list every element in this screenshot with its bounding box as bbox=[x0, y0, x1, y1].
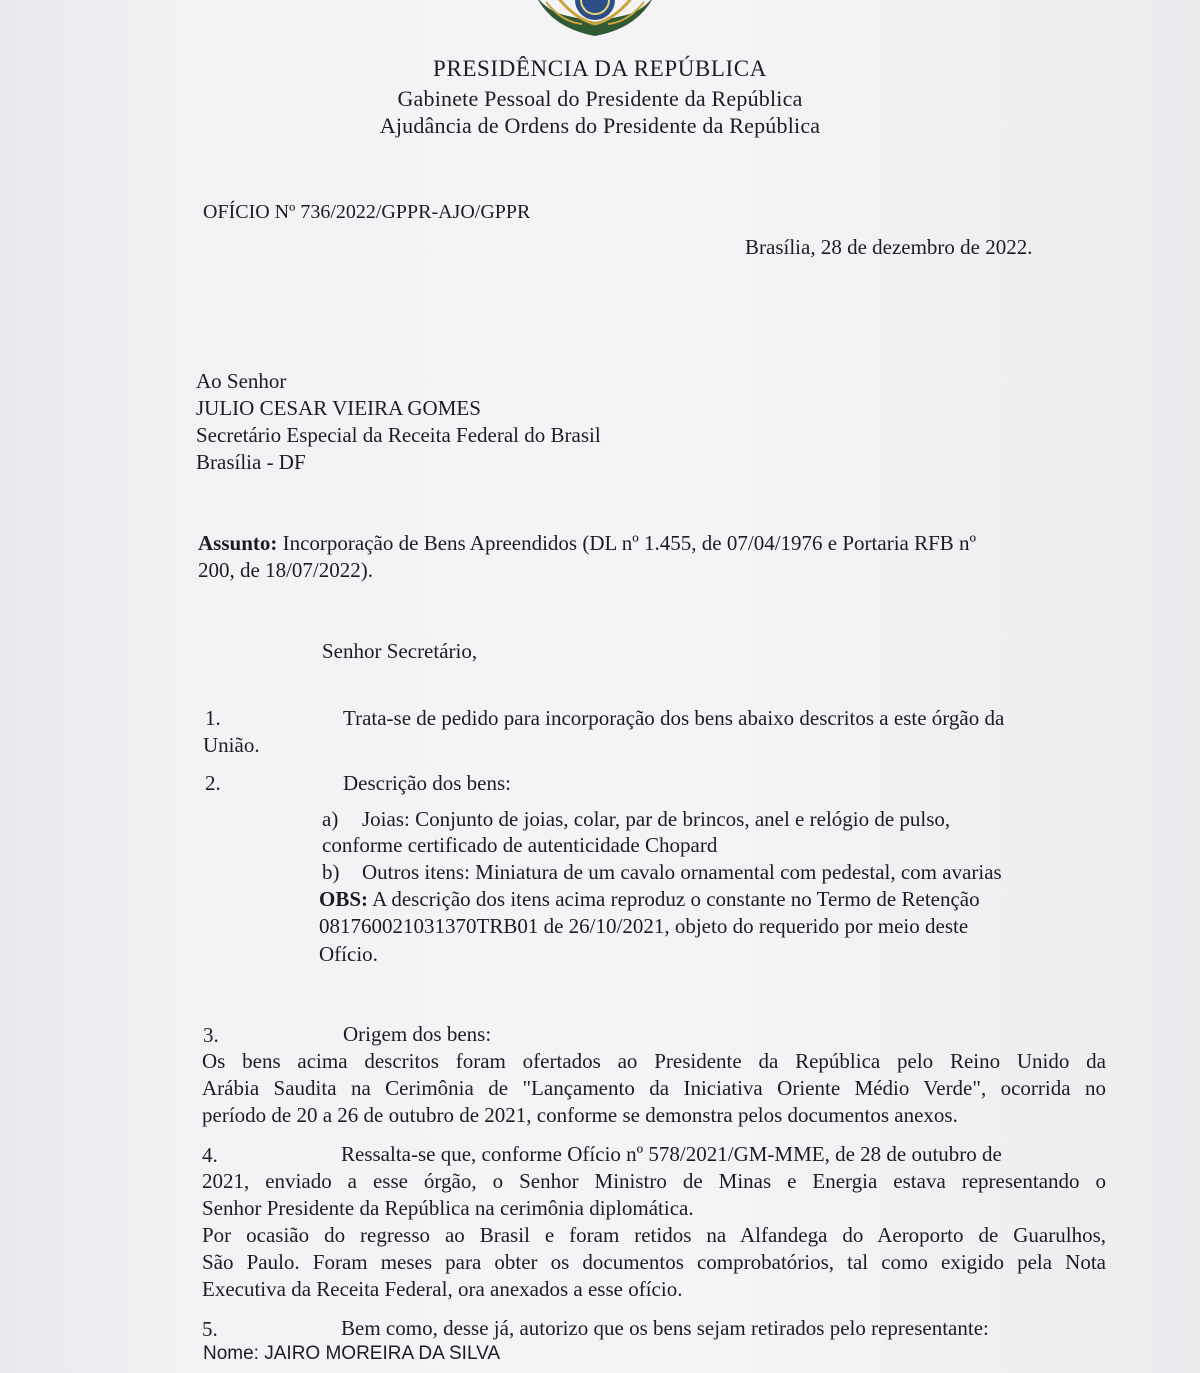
item-1-line-1: Trata-se de pedido para incorporação dos bens abaixo descritos a este órgão da bbox=[343, 706, 1005, 730]
obs-line-1 bbox=[319, 886, 980, 912]
subject-line-1 bbox=[198, 530, 976, 556]
item-4-line-6: Executiva da Receita Federal, ora anexados a esse ofício. bbox=[202, 1277, 683, 1301]
obs-label: OBS: bbox=[319, 887, 369, 911]
representative-name: Nome: JAIRO MOREIRA DA SILVA bbox=[203, 1343, 501, 1364]
oficio-number: OFÍCIO Nº 736/2022/GPPR-AJO/GPPR bbox=[203, 201, 531, 223]
header-cabinet: Gabinete Pessoal do Presidente da República bbox=[397, 86, 803, 111]
item-a-line-2: conforme certificado de autenticidade Chopard bbox=[322, 833, 718, 857]
header-presidency: PRESIDÊNCIA DA REPÚBLICA bbox=[433, 56, 767, 81]
item-5-line-1: Bem como, desse já, autorizo que os bens sejam retirados pelo representante: bbox=[341, 1316, 989, 1340]
obs-text: A descrição dos itens acima reproduz o constante no Termo de Retenção bbox=[368, 887, 980, 911]
item-4-line-4: Por ocasião do regresso ao Brasil e foram retidos na Alfandega do Aeroporto de Guarulhos, bbox=[202, 1223, 1106, 1247]
item-4-line-2: 2021, enviado a esse órgão, o Senhor Ministro de Minas e Energia estava representando o bbox=[202, 1169, 1106, 1193]
item-number-1: 1. bbox=[205, 706, 221, 730]
item-1-line-2: União. bbox=[203, 733, 260, 757]
item-3-title: Origem dos bens: bbox=[343, 1022, 492, 1046]
item-number-5: 5. bbox=[202, 1317, 218, 1341]
item-number-4: 4. bbox=[202, 1143, 218, 1167]
item-3-line-1: Os bens acima descritos foram ofertados ao Presidente da República pelo Reino Unido da bbox=[202, 1049, 1106, 1073]
item-b-label: b) bbox=[322, 860, 340, 884]
item-number-3: 3. bbox=[203, 1023, 219, 1047]
item-a-label: a) bbox=[322, 807, 339, 831]
recipient-role: Secretário Especial da Receita Federal do Brasil bbox=[196, 423, 601, 447]
obs-line-3: Ofício. bbox=[319, 942, 378, 966]
obs-line-2: 081760021031370TRB01 de 26/10/2021, objeto do requerido por meio deste bbox=[319, 914, 969, 938]
recipient-name: JULIO CESAR VIEIRA GOMES bbox=[196, 396, 481, 420]
subject-label: Assunto: bbox=[198, 531, 278, 555]
subject-line-2: 200, de 18/07/2022). bbox=[198, 558, 373, 582]
recipient-city: Brasília - DF bbox=[196, 450, 306, 474]
item-3-line-2: Arábia Saudita na Cerimônia de "Lançamento da Iniciativa Oriente Médio Verde", ocorrida no bbox=[202, 1076, 1106, 1100]
header-office: Ajudância de Ordens do Presidente da República bbox=[379, 113, 821, 138]
recipient-salutation: Ao Senhor bbox=[196, 369, 287, 393]
item-4-line-5: São Paulo. Foram meses para obter os documentos comprobatórios, tal como exigido pela Nota bbox=[202, 1250, 1106, 1274]
item-4-line-1: Ressalta-se que, conforme Ofício nº 578/2021/GM-MME, de 28 de outubro de bbox=[341, 1142, 1002, 1166]
item-number-2: 2. bbox=[205, 771, 221, 795]
oficio-date: Brasília, 28 de dezembro de 2022. bbox=[745, 235, 1033, 259]
greeting: Senhor Secretário, bbox=[322, 639, 478, 663]
item-3-line-3: período de 20 a 26 de outubro de 2021, conforme se demonstra pelos documentos anexos. bbox=[202, 1103, 958, 1127]
item-a-line-1: Joias: Conjunto de joias, colar, par de brincos, anel e relógio de pulso, bbox=[362, 807, 951, 831]
item-b-line-1: Outros itens: Miniatura de um cavalo ornamental com pedestal, com avarias bbox=[362, 860, 1002, 884]
item-4-line-3: Senhor Presidente da República na cerimônia diplomática. bbox=[202, 1196, 694, 1220]
coat-of-arms-icon bbox=[532, 0, 658, 38]
subject-text: Incorporação de Bens Apreendidos (DL nº 1.455, de 07/04/1976 e Portaria RFB nº bbox=[277, 531, 977, 555]
item-2-title: Descrição dos bens: bbox=[343, 771, 511, 795]
